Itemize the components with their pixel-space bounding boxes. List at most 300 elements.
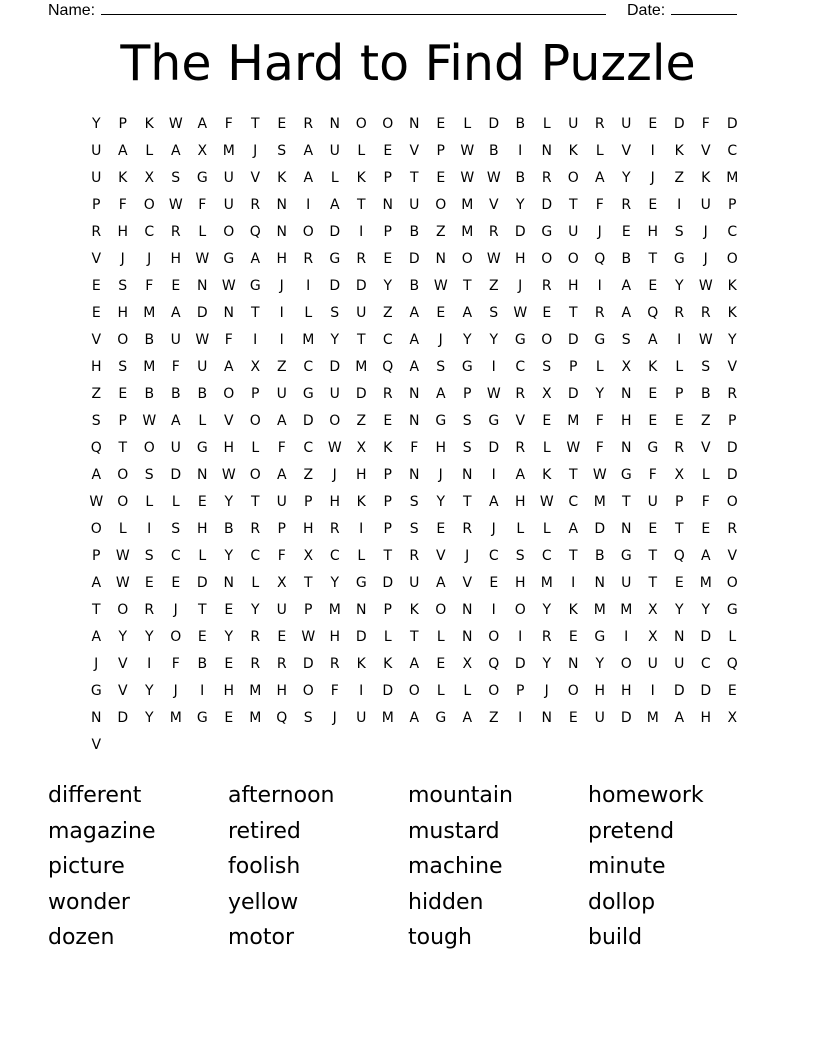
grid-letter[interactable]: Y [144,683,154,699]
grid-letter[interactable]: Z [356,413,367,429]
grid-letter[interactable]: K [277,170,287,186]
grid-letter[interactable]: B [170,386,181,402]
grid-letter[interactable]: G [355,575,367,591]
grid-letter[interactable]: O [117,332,129,348]
grid-letter[interactable]: E [648,197,658,213]
grid-letter[interactable]: N [568,656,579,672]
grid-letter[interactable]: A [621,305,632,321]
grid-letter[interactable]: A [515,467,526,483]
grid-letter[interactable]: N [462,602,473,618]
grid-letter[interactable]: G [196,440,208,456]
grid-letter[interactable]: F [701,494,710,510]
grid-letter[interactable]: N [409,467,420,483]
grid-letter[interactable]: M [143,305,156,321]
grid-letter[interactable]: G [461,359,473,375]
grid-letter[interactable]: D [408,251,420,267]
grid-letter[interactable]: U [170,332,181,348]
grid-letter[interactable]: G [647,440,659,456]
grid-letter[interactable]: Y [674,278,684,294]
grid-letter[interactable]: A [700,548,711,564]
grid-letter[interactable]: H [620,413,632,429]
grid-letter[interactable]: O [567,170,579,186]
grid-letter[interactable]: I [518,629,523,645]
grid-letter[interactable]: A [409,656,420,672]
grid-letter[interactable]: W [168,197,183,213]
grid-letter[interactable]: S [489,305,499,321]
grid-letter[interactable]: L [330,170,339,186]
grid-letter[interactable]: F [330,683,339,699]
grid-letter[interactable]: V [435,548,446,564]
grid-letter[interactable]: R [727,386,738,402]
grid-letter[interactable]: D [726,467,738,483]
grid-letter[interactable]: R [727,521,738,537]
grid-letter[interactable]: E [224,656,234,672]
grid-letter[interactable]: M [461,224,474,240]
grid-letter[interactable]: T [648,548,658,564]
grid-letter[interactable]: T [383,548,393,564]
grid-letter[interactable]: E [436,116,446,132]
grid-letter[interactable]: J [147,251,152,267]
grid-letter[interactable]: W [698,332,713,348]
grid-letter[interactable]: C [727,224,738,240]
grid-letter[interactable]: J [332,467,337,483]
grid-letter[interactable]: W [168,116,183,132]
grid-letter[interactable]: U [276,386,287,402]
grid-letter[interactable]: D [488,440,500,456]
grid-letter[interactable]: V [91,332,102,348]
grid-letter[interactable]: G [329,251,341,267]
grid-letter[interactable]: P [383,602,392,618]
grid-letter[interactable]: L [436,629,445,645]
grid-letter[interactable]: I [677,197,682,213]
grid-letter[interactable]: B [144,332,155,348]
grid-letter[interactable]: R [409,548,420,564]
grid-letter[interactable]: P [304,602,313,618]
grid-letter[interactable]: N [276,224,287,240]
grid-letter[interactable]: W [486,386,501,402]
grid-letter[interactable]: I [306,278,311,294]
grid-letter[interactable]: D [673,683,685,699]
grid-letter[interactable]: G [196,710,208,726]
grid-letter[interactable]: A [303,170,314,186]
grid-letter[interactable]: P [118,413,127,429]
grid-letter[interactable]: N [223,305,234,321]
grid-letter[interactable]: O [541,332,553,348]
grid-letter[interactable]: Y [224,548,234,564]
grid-letter[interactable]: E [91,278,101,294]
grid-letter[interactable]: D [196,305,208,321]
grid-letter[interactable]: E [542,413,552,429]
grid-letter[interactable]: E [436,521,446,537]
grid-letter[interactable]: D [329,278,341,294]
grid-letter[interactable]: K [144,116,154,132]
grid-letter[interactable]: K [727,278,737,294]
grid-letter[interactable]: M [169,710,182,726]
grid-letter[interactable]: T [356,332,366,348]
grid-letter[interactable]: W [513,305,528,321]
grid-letter[interactable]: M [249,683,262,699]
grid-letter[interactable]: G [594,332,606,348]
grid-letter[interactable]: J [544,683,549,699]
grid-letter[interactable]: B [197,656,208,672]
grid-letter[interactable]: U [356,305,367,321]
grid-letter[interactable]: T [674,521,684,537]
grid-letter[interactable]: R [621,197,632,213]
grid-letter[interactable]: A [91,629,102,645]
grid-letter[interactable]: T [250,116,260,132]
grid-letter[interactable]: P [383,521,392,537]
grid-letter[interactable]: R [488,224,499,240]
grid-letter[interactable]: P [675,386,684,402]
grid-letter[interactable]: Y [727,332,737,348]
grid-letter[interactable]: W [195,251,210,267]
grid-letter[interactable]: H [196,521,208,537]
grid-letter[interactable]: G [435,710,447,726]
grid-letter[interactable]: C [727,143,738,159]
grid-letter[interactable]: I [359,224,364,240]
grid-letter[interactable]: S [436,359,446,375]
grid-letter[interactable]: Y [542,602,552,618]
grid-letter[interactable]: Q [249,224,261,240]
grid-letter[interactable]: X [727,710,738,726]
grid-letter[interactable]: D [567,332,579,348]
grid-letter[interactable]: I [650,143,655,159]
grid-letter[interactable]: X [462,656,473,672]
grid-letter[interactable]: D [673,116,685,132]
grid-letter[interactable]: H [594,683,606,699]
grid-letter[interactable]: G [488,413,500,429]
grid-letter[interactable]: V [91,251,102,267]
grid-letter[interactable]: X [356,440,367,456]
grid-letter[interactable]: H [117,305,129,321]
grid-letter[interactable]: M [302,332,315,348]
grid-letter[interactable]: Q [647,305,659,321]
date-blank-line[interactable] [671,0,737,15]
grid-letter[interactable]: Y [383,278,393,294]
grid-letter[interactable]: M [540,575,553,591]
grid-letter[interactable]: K [356,170,366,186]
grid-letter[interactable]: S [409,494,419,510]
grid-letter[interactable]: I [650,683,655,699]
grid-letter[interactable]: X [621,359,632,375]
grid-letter[interactable]: Y [144,710,154,726]
grid-letter[interactable]: G [249,278,261,294]
grid-letter[interactable]: O [355,116,367,132]
grid-letter[interactable]: O [514,602,526,618]
grid-letter[interactable]: T [568,467,578,483]
grid-letter[interactable]: V [250,170,261,186]
grid-letter[interactable]: T [568,548,578,564]
grid-letter[interactable]: C [303,359,314,375]
grid-letter[interactable]: F [118,197,127,213]
grid-letter[interactable]: C [568,494,579,510]
grid-letter[interactable]: L [728,629,737,645]
grid-letter[interactable]: B [223,521,234,537]
grid-letter[interactable]: U [409,197,420,213]
grid-letter[interactable]: F [145,278,154,294]
grid-letter[interactable]: W [460,170,475,186]
grid-letter[interactable]: M [699,575,712,591]
grid-letter[interactable]: W [539,494,554,510]
grid-letter[interactable]: A [462,710,473,726]
grid-letter[interactable]: H [276,683,288,699]
grid-letter[interactable]: R [329,656,340,672]
grid-letter[interactable]: A [674,710,685,726]
grid-letter[interactable]: I [147,521,152,537]
grid-letter[interactable]: R [515,440,526,456]
grid-letter[interactable]: G [302,386,314,402]
grid-letter[interactable]: K [542,467,552,483]
grid-letter[interactable]: H [223,440,235,456]
grid-letter[interactable]: N [197,278,208,294]
grid-letter[interactable]: A [435,386,446,402]
grid-letter[interactable]: D [170,467,182,483]
grid-letter[interactable]: V [117,683,128,699]
grid-letter[interactable]: H [567,278,579,294]
grid-letter[interactable]: L [436,683,445,699]
grid-letter[interactable]: A [170,413,181,429]
grid-letter[interactable]: A [91,575,102,591]
grid-letter[interactable]: A [594,170,605,186]
grid-letter[interactable]: L [463,683,472,699]
grid-letter[interactable]: E [436,305,446,321]
grid-letter[interactable]: F [595,197,604,213]
grid-letter[interactable]: U [170,440,181,456]
grid-letter[interactable]: Y [595,386,605,402]
grid-letter[interactable]: I [200,683,205,699]
grid-letter[interactable]: G [594,629,606,645]
grid-letter[interactable]: M [143,359,156,375]
grid-letter[interactable]: A [409,305,420,321]
grid-letter[interactable]: D [700,629,712,645]
grid-letter[interactable]: E [436,656,446,672]
grid-letter[interactable]: L [383,629,392,645]
grid-letter[interactable]: P [251,386,260,402]
grid-letter[interactable]: H [170,251,182,267]
grid-letter[interactable]: M [593,602,606,618]
grid-letter[interactable]: V [515,413,526,429]
grid-letter[interactable]: P [118,116,127,132]
grid-letter[interactable]: Z [674,170,685,186]
grid-letter[interactable]: P [728,413,737,429]
grid-letter[interactable]: P [383,224,392,240]
grid-letter[interactable]: D [567,386,579,402]
grid-letter[interactable]: R [356,251,367,267]
grid-letter[interactable]: R [91,224,102,240]
grid-letter[interactable]: H [355,467,367,483]
grid-letter[interactable]: G [620,548,632,564]
grid-letter[interactable]: W [115,575,130,591]
grid-letter[interactable]: F [648,467,657,483]
grid-letter[interactable]: V [117,656,128,672]
grid-letter[interactable]: S [144,548,154,564]
grid-letter[interactable]: A [303,143,314,159]
grid-letter[interactable]: J [173,683,178,699]
grid-letter[interactable]: E [621,224,631,240]
grid-letter[interactable]: F [410,440,419,456]
grid-letter[interactable]: O [408,683,420,699]
grid-letter[interactable]: B [409,278,420,294]
grid-letter[interactable]: I [491,359,496,375]
grid-letter[interactable]: A [276,467,287,483]
grid-letter[interactable]: R [303,116,314,132]
grid-letter[interactable]: L [198,413,207,429]
grid-letter[interactable]: U [276,602,287,618]
grid-letter[interactable]: M [381,710,394,726]
grid-letter[interactable]: L [198,548,207,564]
grid-letter[interactable]: I [306,197,311,213]
grid-letter[interactable]: M [328,602,341,618]
grid-letter[interactable]: U [700,197,711,213]
grid-letter[interactable]: D [382,683,394,699]
grid-letter[interactable]: Q [488,656,500,672]
grid-letter[interactable]: J [650,170,655,186]
grid-letter[interactable]: L [542,116,551,132]
grid-letter[interactable]: Y [330,575,340,591]
grid-letter[interactable]: O [726,575,738,591]
grid-letter[interactable]: K [648,359,658,375]
grid-letter[interactable]: O [567,683,579,699]
grid-letter[interactable]: L [145,143,154,159]
grid-letter[interactable]: C [488,548,499,564]
grid-letter[interactable]: J [491,521,496,537]
grid-letter[interactable]: E [118,386,128,402]
grid-letter[interactable]: X [541,386,552,402]
grid-letter[interactable]: W [486,251,501,267]
grid-letter[interactable]: O [223,386,235,402]
grid-letter[interactable]: Y [674,602,684,618]
grid-letter[interactable]: O [435,197,447,213]
grid-letter[interactable]: N [594,575,605,591]
grid-letter[interactable]: R [541,629,552,645]
grid-letter[interactable]: B [515,116,526,132]
grid-letter[interactable]: D [302,413,314,429]
grid-letter[interactable]: O [117,467,129,483]
name-blank-line[interactable] [101,0,606,15]
grid-letter[interactable]: U [329,143,340,159]
grid-letter[interactable]: Y [224,494,234,510]
grid-letter[interactable]: L [595,143,604,159]
grid-letter[interactable]: I [359,521,364,537]
grid-letter[interactable]: K [568,602,578,618]
grid-letter[interactable]: G [541,224,553,240]
grid-letter[interactable]: T [250,494,260,510]
grid-letter[interactable]: U [594,710,605,726]
grid-letter[interactable]: E [277,116,287,132]
grid-letter[interactable]: W [592,467,607,483]
grid-letter[interactable]: E [197,494,207,510]
grid-letter[interactable]: E [568,710,578,726]
grid-letter[interactable]: O [302,224,314,240]
grid-letter[interactable]: E [383,413,393,429]
grid-letter[interactable]: I [491,467,496,483]
grid-letter[interactable]: R [541,170,552,186]
grid-letter[interactable]: U [621,575,632,591]
date-field[interactable] [627,0,737,20]
grid-letter[interactable]: I [279,305,284,321]
grid-letter[interactable]: K [118,170,128,186]
grid-letter[interactable]: T [568,305,578,321]
grid-letter[interactable]: B [621,251,632,267]
grid-letter[interactable]: W [566,440,581,456]
grid-letter[interactable]: R [541,278,552,294]
grid-letter[interactable]: U [91,170,102,186]
grid-letter[interactable]: E [489,575,499,591]
grid-letter[interactable]: M [249,710,262,726]
grid-letter[interactable]: S [171,170,181,186]
grid-letter[interactable]: I [677,332,682,348]
grid-letter[interactable]: U [223,197,234,213]
grid-letter[interactable]: S [171,521,181,537]
grid-letter[interactable]: J [465,548,470,564]
grid-letter[interactable]: E [224,710,234,726]
grid-letter[interactable]: F [198,197,207,213]
grid-letter[interactable]: R [303,251,314,267]
grid-letter[interactable]: A [170,143,181,159]
grid-letter[interactable]: S [303,710,313,726]
grid-letter[interactable]: M [593,494,606,510]
grid-letter[interactable]: P [92,548,101,564]
grid-letter[interactable]: C [170,548,181,564]
grid-letter[interactable]: W [89,494,104,510]
grid-letter[interactable]: A [170,305,181,321]
grid-letter[interactable]: N [621,440,632,456]
grid-letter[interactable]: U [568,116,579,132]
grid-letter[interactable]: Y [621,170,631,186]
grid-letter[interactable]: O [488,683,500,699]
grid-letter[interactable]: U [647,494,658,510]
grid-letter[interactable]: R [462,521,473,537]
grid-letter[interactable]: D [329,359,341,375]
grid-letter[interactable]: E [674,575,684,591]
grid-letter[interactable]: C [515,359,526,375]
grid-letter[interactable]: O [620,656,632,672]
grid-letter[interactable]: P [728,197,737,213]
grid-letter[interactable]: G [726,602,738,618]
grid-letter[interactable]: F [171,359,180,375]
grid-letter[interactable]: D [700,683,712,699]
grid-letter[interactable]: U [409,575,420,591]
grid-letter[interactable]: L [357,143,366,159]
grid-letter[interactable]: E [648,413,658,429]
grid-letter[interactable]: P [463,386,472,402]
grid-letter[interactable]: N [382,197,393,213]
grid-letter[interactable]: B [144,386,155,402]
grid-letter[interactable]: T [91,602,101,618]
grid-letter[interactable]: K [409,602,419,618]
grid-letter[interactable]: G [196,170,208,186]
grid-letter[interactable]: H [276,251,288,267]
grid-letter[interactable]: K [356,656,366,672]
grid-letter[interactable]: X [647,602,658,618]
grid-letter[interactable]: J [253,143,258,159]
name-field[interactable] [48,0,606,20]
grid-letter[interactable]: B [515,170,526,186]
grid-letter[interactable]: M [646,710,659,726]
grid-letter[interactable]: T [250,305,260,321]
grid-letter[interactable]: R [700,305,711,321]
grid-letter[interactable]: D [302,656,314,672]
grid-letter[interactable]: N [356,602,367,618]
grid-letter[interactable]: P [304,494,313,510]
grid-letter[interactable]: B [700,386,711,402]
grid-letter[interactable]: W [195,332,210,348]
grid-letter[interactable]: P [516,683,525,699]
grid-letter[interactable]: Z [488,278,499,294]
grid-letter[interactable]: H [329,629,341,645]
grid-letter[interactable]: H [329,494,341,510]
grid-letter[interactable]: F [224,116,233,132]
